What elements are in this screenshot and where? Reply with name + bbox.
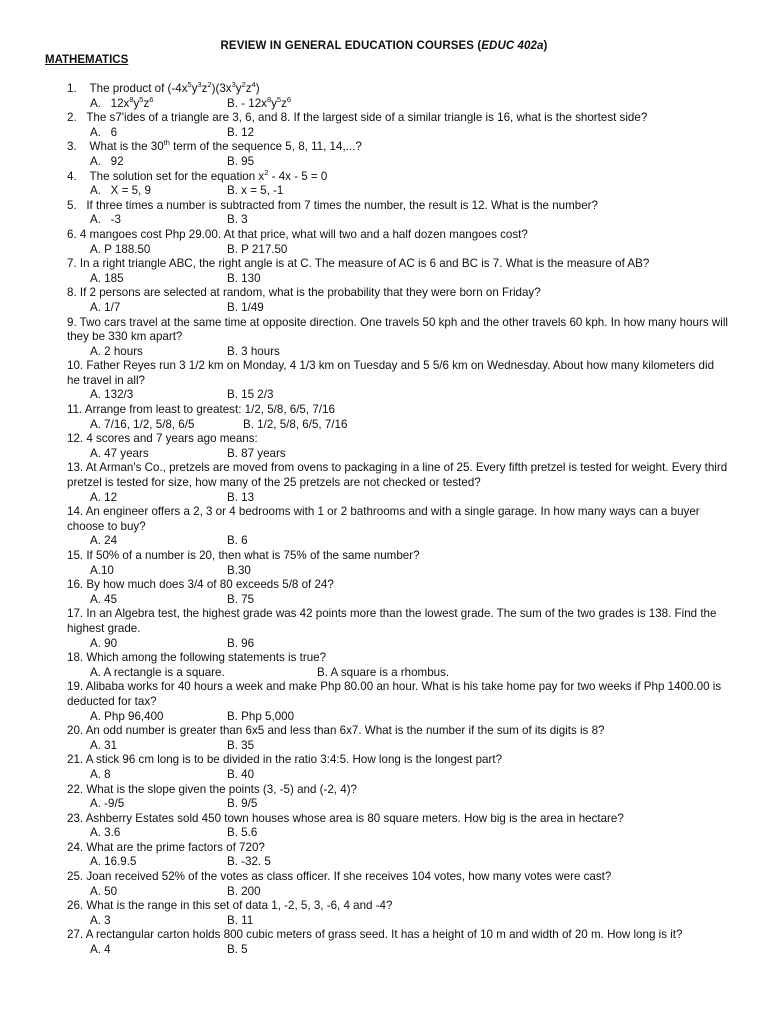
question-text: 7. In a right triangle ABC, the right angle is at C. The measure of AC is 6 and BC is 7. What is the measure of AB? bbox=[67, 257, 650, 271]
question-item bbox=[67, 870, 729, 899]
question-item bbox=[67, 286, 729, 315]
option-b: B. 13 bbox=[227, 490, 255, 504]
option-a: A. 16.9.5 bbox=[90, 855, 137, 869]
option-b: B. 40 bbox=[227, 767, 255, 781]
question-text: 10. Father Reyes run 3 1/2 km on Monday, 4 1/3 km on Tuesday and 5 5/6 km on Wednesday. About how many kilometers did he travel in all? bbox=[67, 359, 715, 387]
question-item bbox=[67, 432, 729, 461]
question-text: 3. What is the 30th term of the sequence 5, 8, 11, 14,...? bbox=[67, 138, 362, 154]
option-b: B. 9/5 bbox=[227, 797, 258, 811]
question-item bbox=[67, 167, 729, 199]
question-item bbox=[67, 316, 729, 360]
option-a: A. -9/5 bbox=[90, 797, 125, 811]
option-b: B. 3 hours bbox=[227, 344, 280, 358]
option-b: B. 15 2/3 bbox=[227, 388, 274, 402]
option-b: B. 200 bbox=[227, 884, 261, 898]
question-item bbox=[67, 228, 729, 257]
question-item bbox=[67, 651, 729, 680]
option-a: A. A rectangle is a square. bbox=[90, 665, 225, 679]
question-item bbox=[67, 82, 729, 111]
option-a: A. 90 bbox=[90, 636, 118, 650]
question-text: 9. Two cars travel at the same time at opposite direction. One travels 50 kph and the other travels 60 kph. In how many hours will they be 330 km apart? bbox=[67, 315, 728, 344]
option-b: B. 96 bbox=[227, 636, 255, 650]
option-a: A. P 188.50 bbox=[90, 242, 151, 256]
question-text: 16. By how much does 3/4 of 80 exceeds 5/8 of 24? bbox=[67, 578, 334, 592]
question-text: 13. At Arman's Co., pretzels are moved from ovens to packaging in a line of 25. Every fifth pretzel is tested for weight. Every third pretzel is tested for size, how many of the 25 pretzels are not checked or tested? bbox=[67, 461, 728, 490]
question-text: 26. What is the range in this set of data 1, -2, 5, 3, -6, 4 and -4? bbox=[67, 899, 393, 913]
question-text: 18. Which among the following statements is true? bbox=[67, 651, 327, 665]
question-item bbox=[67, 724, 729, 753]
option-a: A. 47 years bbox=[90, 446, 149, 460]
question-item bbox=[67, 199, 729, 228]
option-b: B. 5.6 bbox=[227, 826, 258, 840]
question-item bbox=[67, 578, 729, 607]
option-b: B. 5 bbox=[227, 943, 248, 957]
question-text: 6. 4 mangoes cost Php 29.00. At that price, what will two and a half dozen mangoes cost? bbox=[67, 227, 528, 241]
question-item bbox=[67, 111, 729, 140]
question-item bbox=[67, 812, 729, 841]
question-text: 20. An odd number is greater than 6x5 and less than 6x7. What is the number if the sum of its digits is 8? bbox=[67, 724, 605, 738]
question-item bbox=[67, 841, 729, 870]
option-b: B. x = 5, -1 bbox=[227, 184, 284, 198]
question-text: 17. In an Algebra test, the highest grade was 42 points more than the lowest grade. The sum of the two grades is 138. Find the highest grade. bbox=[67, 607, 717, 635]
question-item bbox=[67, 140, 729, 169]
option-a: A. 92 bbox=[90, 154, 124, 168]
option-a: A. 6 bbox=[90, 125, 118, 139]
option-b: B.30 bbox=[227, 563, 251, 577]
option-a: A. 1/7 bbox=[90, 300, 121, 314]
option-b: B. -32. 5 bbox=[227, 855, 271, 869]
option-a: A. 31 bbox=[90, 738, 118, 752]
option-b: B. P 217.50 bbox=[227, 242, 288, 256]
option-b: B. 1/2, 5/8, 6/5, 7/16 bbox=[243, 417, 348, 431]
question-item bbox=[67, 783, 729, 812]
question-item bbox=[67, 899, 729, 928]
option-b: B. 95 bbox=[227, 154, 255, 168]
question-item bbox=[67, 607, 729, 651]
option-a: A. 3.6 bbox=[90, 826, 121, 840]
option-a: A. 4 bbox=[90, 943, 111, 957]
question-text: 1. The product of $(-4x^5y^3z^2)(3x^3y^2z^4)$ bbox=[67, 80, 260, 95]
question-text: 22. What is the slope given the points (3, -5) and (-2, 4)? bbox=[67, 782, 357, 796]
question-text: 25. Joan received 52% of the votes as class officer. If she receives 104 votes, how many votes were cast? bbox=[67, 870, 612, 884]
option-a: A. $12x^8y^5z^6$ bbox=[90, 94, 154, 110]
question-item bbox=[67, 549, 729, 578]
option-a: A. 12 bbox=[90, 490, 118, 504]
question-item bbox=[67, 257, 729, 286]
document-title: REVIEW IN GENERAL EDUCATION COURSES (EDUC 402a) bbox=[220, 40, 548, 52]
option-a: A. 185 bbox=[90, 271, 124, 285]
question-item bbox=[67, 403, 729, 432]
option-a: A. 132/3 bbox=[90, 388, 134, 402]
option-b: B. 12 bbox=[227, 125, 255, 139]
option-a: A. 50 bbox=[90, 884, 118, 898]
question-text: 2. The s7'ides of a triangle are 3, 6, and 8. If the largest side of a similar triangle is 16, what is the shortest side? bbox=[67, 111, 648, 125]
question-item bbox=[67, 359, 729, 403]
question-item bbox=[67, 505, 729, 549]
question-text: 11. Arrange from least to greatest: 1/2, 5/8, 6/5, 7/16 bbox=[67, 403, 335, 417]
question-text: 12. 4 scores and 7 years ago means: bbox=[67, 432, 258, 446]
option-b: B. 11 bbox=[227, 913, 254, 927]
option-b: B. 87 years bbox=[227, 446, 286, 460]
question-text: 15. If 50% of a number is 20, then what is 75% of the same number? bbox=[67, 549, 420, 562]
question-text: 5. If three times a number is subtracted from 7 times the number, the result is 12. What is the number? bbox=[67, 198, 598, 212]
question-text: 24. What are the prime factors of 720? bbox=[67, 840, 265, 854]
option-a: A. 3 bbox=[90, 913, 111, 927]
question-text: 21. A stick 96 cm long is to be divided in the ratio 3:4:5. How long is the longest part? bbox=[67, 753, 503, 767]
option-b: B. 6 bbox=[227, 534, 248, 548]
question-item bbox=[67, 753, 729, 782]
question-text: 8. If 2 persons are selected at random, what is the probability that they were born on Friday? bbox=[67, 286, 541, 300]
question-text: 4. The solution set for the equation $x^2 - 4x - 5 = 0$ bbox=[67, 167, 328, 183]
option-a: A. 8 bbox=[90, 767, 111, 781]
option-a: A. 2 hours bbox=[90, 344, 143, 358]
option-b: B. 130 bbox=[227, 271, 261, 285]
option-a: A. Php 96,400 bbox=[90, 709, 164, 723]
question-text: 27. A rectangular carton holds 800 cubic meters of grass seed. It has a height of 10 m and width of 20 m. How long is it? bbox=[67, 928, 683, 942]
question-item bbox=[67, 461, 729, 505]
option-b: B. Php 5,000 bbox=[227, 709, 295, 723]
option-a: A. 7/16, 1/2, 5/8, 6/5 bbox=[90, 417, 195, 431]
section-heading: MATHEMATICS bbox=[45, 54, 129, 66]
option-b: B. 3 bbox=[227, 213, 248, 227]
question-list bbox=[67, 82, 729, 958]
question-list-continued bbox=[67, 228, 729, 958]
option-a: A. X = 5, 9 bbox=[90, 184, 151, 198]
question-text: 23. Ashberry Estates sold 450 town houses whose area is 80 square meters. How big is the area in hectare? bbox=[67, 811, 624, 825]
option-b: B. 35 bbox=[227, 738, 255, 752]
option-a: A. 45 bbox=[90, 592, 118, 606]
option-a: A.10 bbox=[90, 563, 114, 577]
question-item bbox=[67, 680, 729, 724]
option-b: B. 1/49 bbox=[227, 300, 264, 314]
option-b: B. - $12x^8y^5z^6$ bbox=[227, 94, 292, 110]
option-a: A. 24 bbox=[90, 534, 118, 548]
question-text: 19. Alibaba works for 40 hours a week and make Php 80.00 an hour. What is his take home pay for two weeks if Php 1400.00 is deducted for tax? bbox=[67, 680, 722, 708]
option-b: B. A square is a rhombus. bbox=[317, 665, 450, 679]
question-item bbox=[67, 928, 729, 957]
option-a: A. -3 bbox=[90, 213, 121, 227]
option-b: B. 75 bbox=[227, 592, 255, 606]
question-text: 14. An engineer offers a 2, 3 or 4 bedrooms with 1 or 2 bathrooms and with a single garage. In how many ways can a buyer choose to buy? bbox=[67, 505, 700, 533]
